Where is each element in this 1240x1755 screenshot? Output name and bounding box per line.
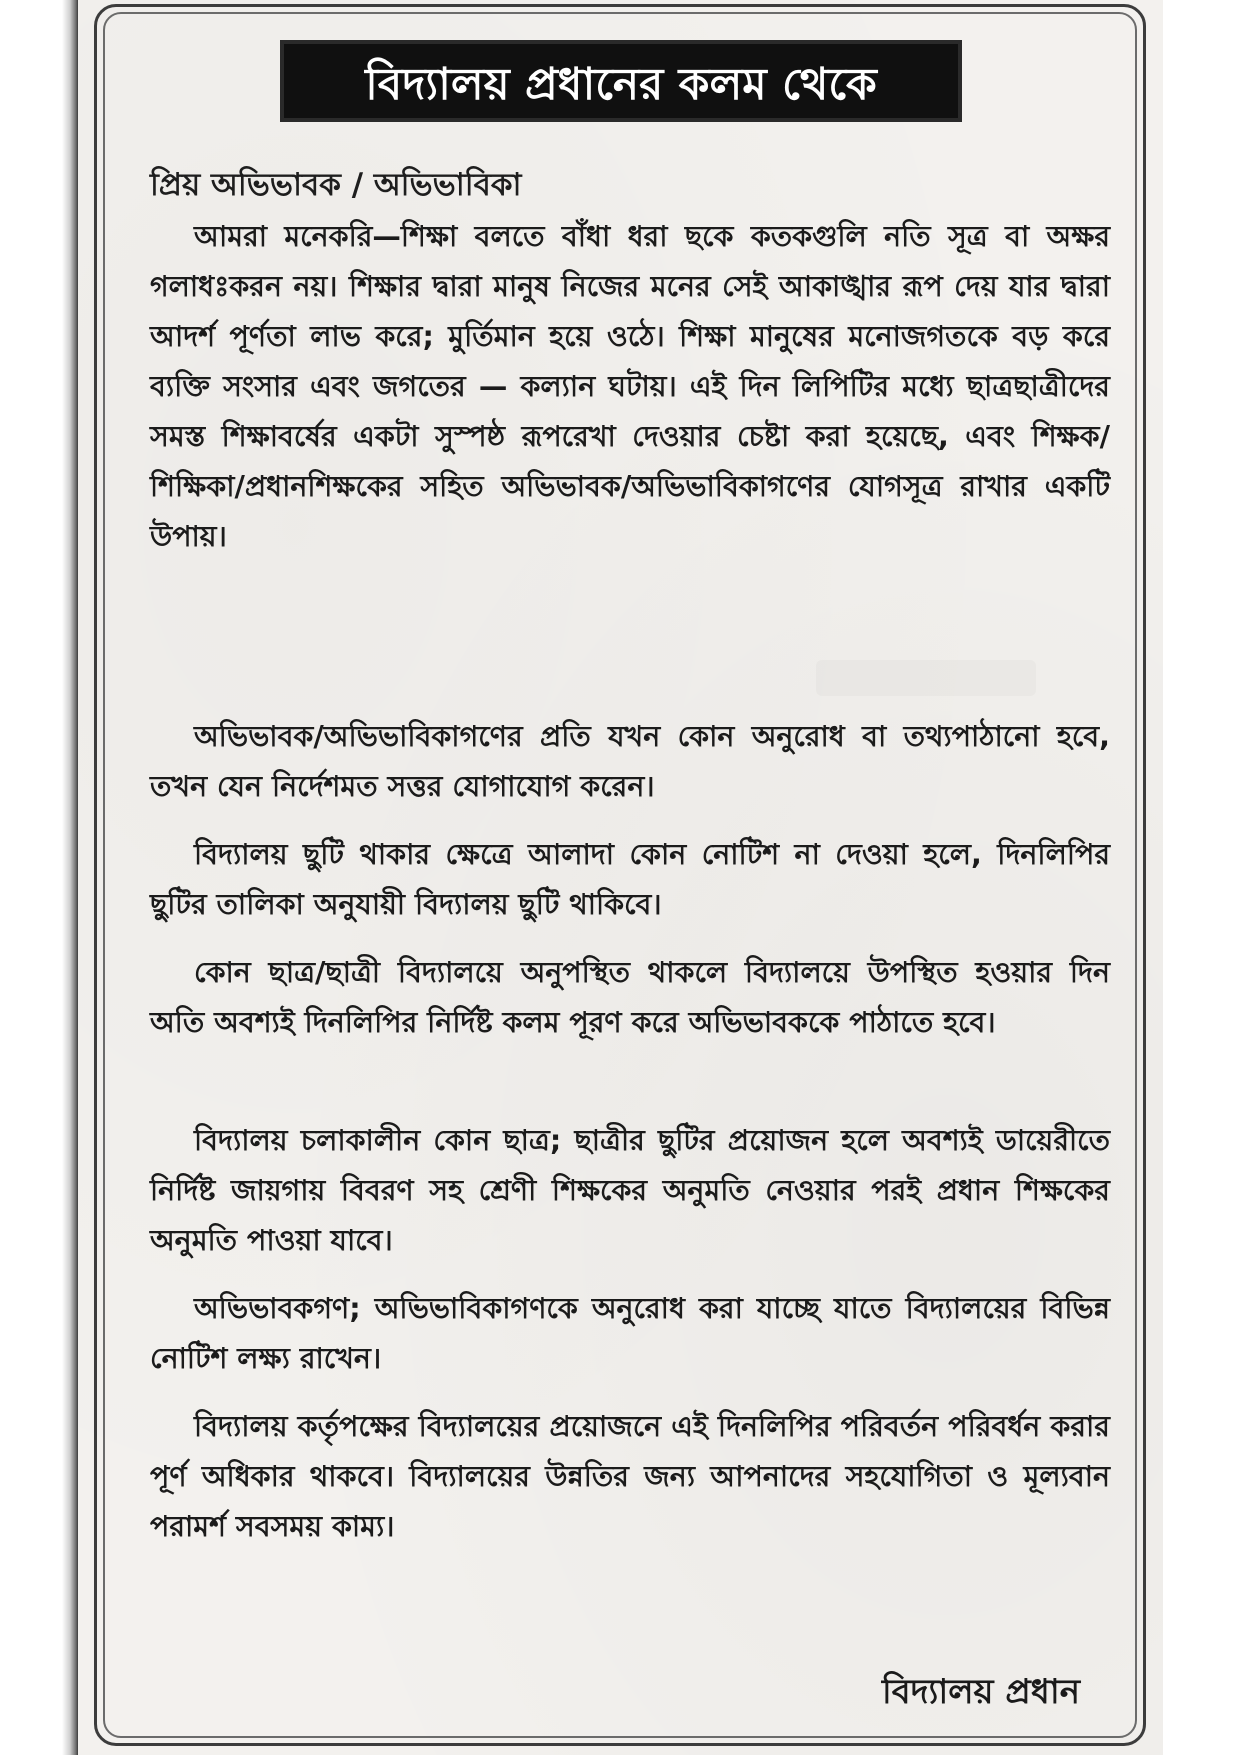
paragraph-holidays: বিদ্যালয় ছুটি থাকার ক্ষেত্রে আলাদা কোন নোটিশ না দেওয়া হলে, দিনলিপির ছুটির তালিকা অনুযায়ী বিদ্যালয় ছুটি থাকিবে। [150,838,1110,921]
paragraph-absence: কোন ছাত্র/ছাত্রী বিদ্যালয়ে অনুপস্থিত থাকলে বিদ্যালয়ে উপস্থিত হওয়ার দিন অতি অবশ্যই দিনলিপির নির্দিষ্ট কলম পূরণ করে অভিভাবককে পাঠাতে হবে। [150,956,1110,1039]
signature: বিদ্যালয় প্রধান [881,1672,1080,1712]
faded-mark [816,660,1036,696]
paragraph-intro: আমরা মনেকরি—শিক্ষা বলতে বাঁধা ধরা ছকে কতকগুলি নতি সূত্র বা অক্ষর গলাধঃকরন নয়। শিক্ষার দ্বারা মানুষ নিজের মনের সেই আকাঙ্খার রূপ দেয় যার দ্বারা আদর্শ পূর্ণতা লাভ করে; মুর্তিমান হয়ে ওঠে। শিক্ষা মানুষের মনোজগতকে বড় করে ব্যক্তি সংসার এবং জগতের — কল্যান ঘটায়। এই দিন লিপিটির মধ্যে ছাত্রছাত্রীদের সমস্ত শিক্ষাবর্ষের একটা সুস্পষ্ঠ রূপরেখা দেওয়ার চেষ্টা করা হয়েছে, এবং শিক্ষক/শিক্ষিকা/প্রধানশিক্ষকের সহিত অভিভাবক/অভিভাবিকাগণের যোগসূত্র রাখার একটি উপায়। [150,220,1110,553]
paragraph-contact: অভিভাবক/অভিভাবিকাগণের প্রতি যখন কোন অনুরোধ বা তথ্যপাঠানো হবে, তখন যেন নির্দেশমত সত্তর যোগাযোগ করেন। [150,720,1110,803]
page-edge-shadow [0,0,78,1755]
paragraph-rights: বিদ্যালয় কর্তৃপক্ষের বিদ্যালয়ের প্রয়োজনে এই দিনলিপির পরিবর্তন পরিবর্ধন করার পূর্ণ অধিকার থাকবে। বিদ্যালয়ের উন্নতির জন্য আপনাদের সহযোগিতা ও মূল্যবান পরামর্শ সবসময় কাম্য। [150,1410,1110,1543]
page-title: বিদ্যালয় প্রধানের কলম থেকে [280,40,962,122]
salutation: প্রিয় অভিভাবক / অভিভাবিকা [150,167,522,203]
paragraph-leave: বিদ্যালয় চলাকালীন কোন ছাত্র; ছাত্রীর ছুটির প্রয়োজন হলে অবশ্যই ডায়েরীতে নির্দিষ্ট জায়গায় বিবরণ সহ শ্রেণী শিক্ষকের অনুমতি নেওয়ার পরই প্রধান শিক্ষকের অনুমতি পাওয়া যাবে। [150,1124,1110,1257]
paragraph-notices: অভিভাবকগণ; অভিভাবিকাগণকে অনুরোধ করা যাচ্ছে যাতে বিদ্যালয়ের বিভিন্ন নোটিশ লক্ষ্য রাখেন। [150,1292,1110,1375]
